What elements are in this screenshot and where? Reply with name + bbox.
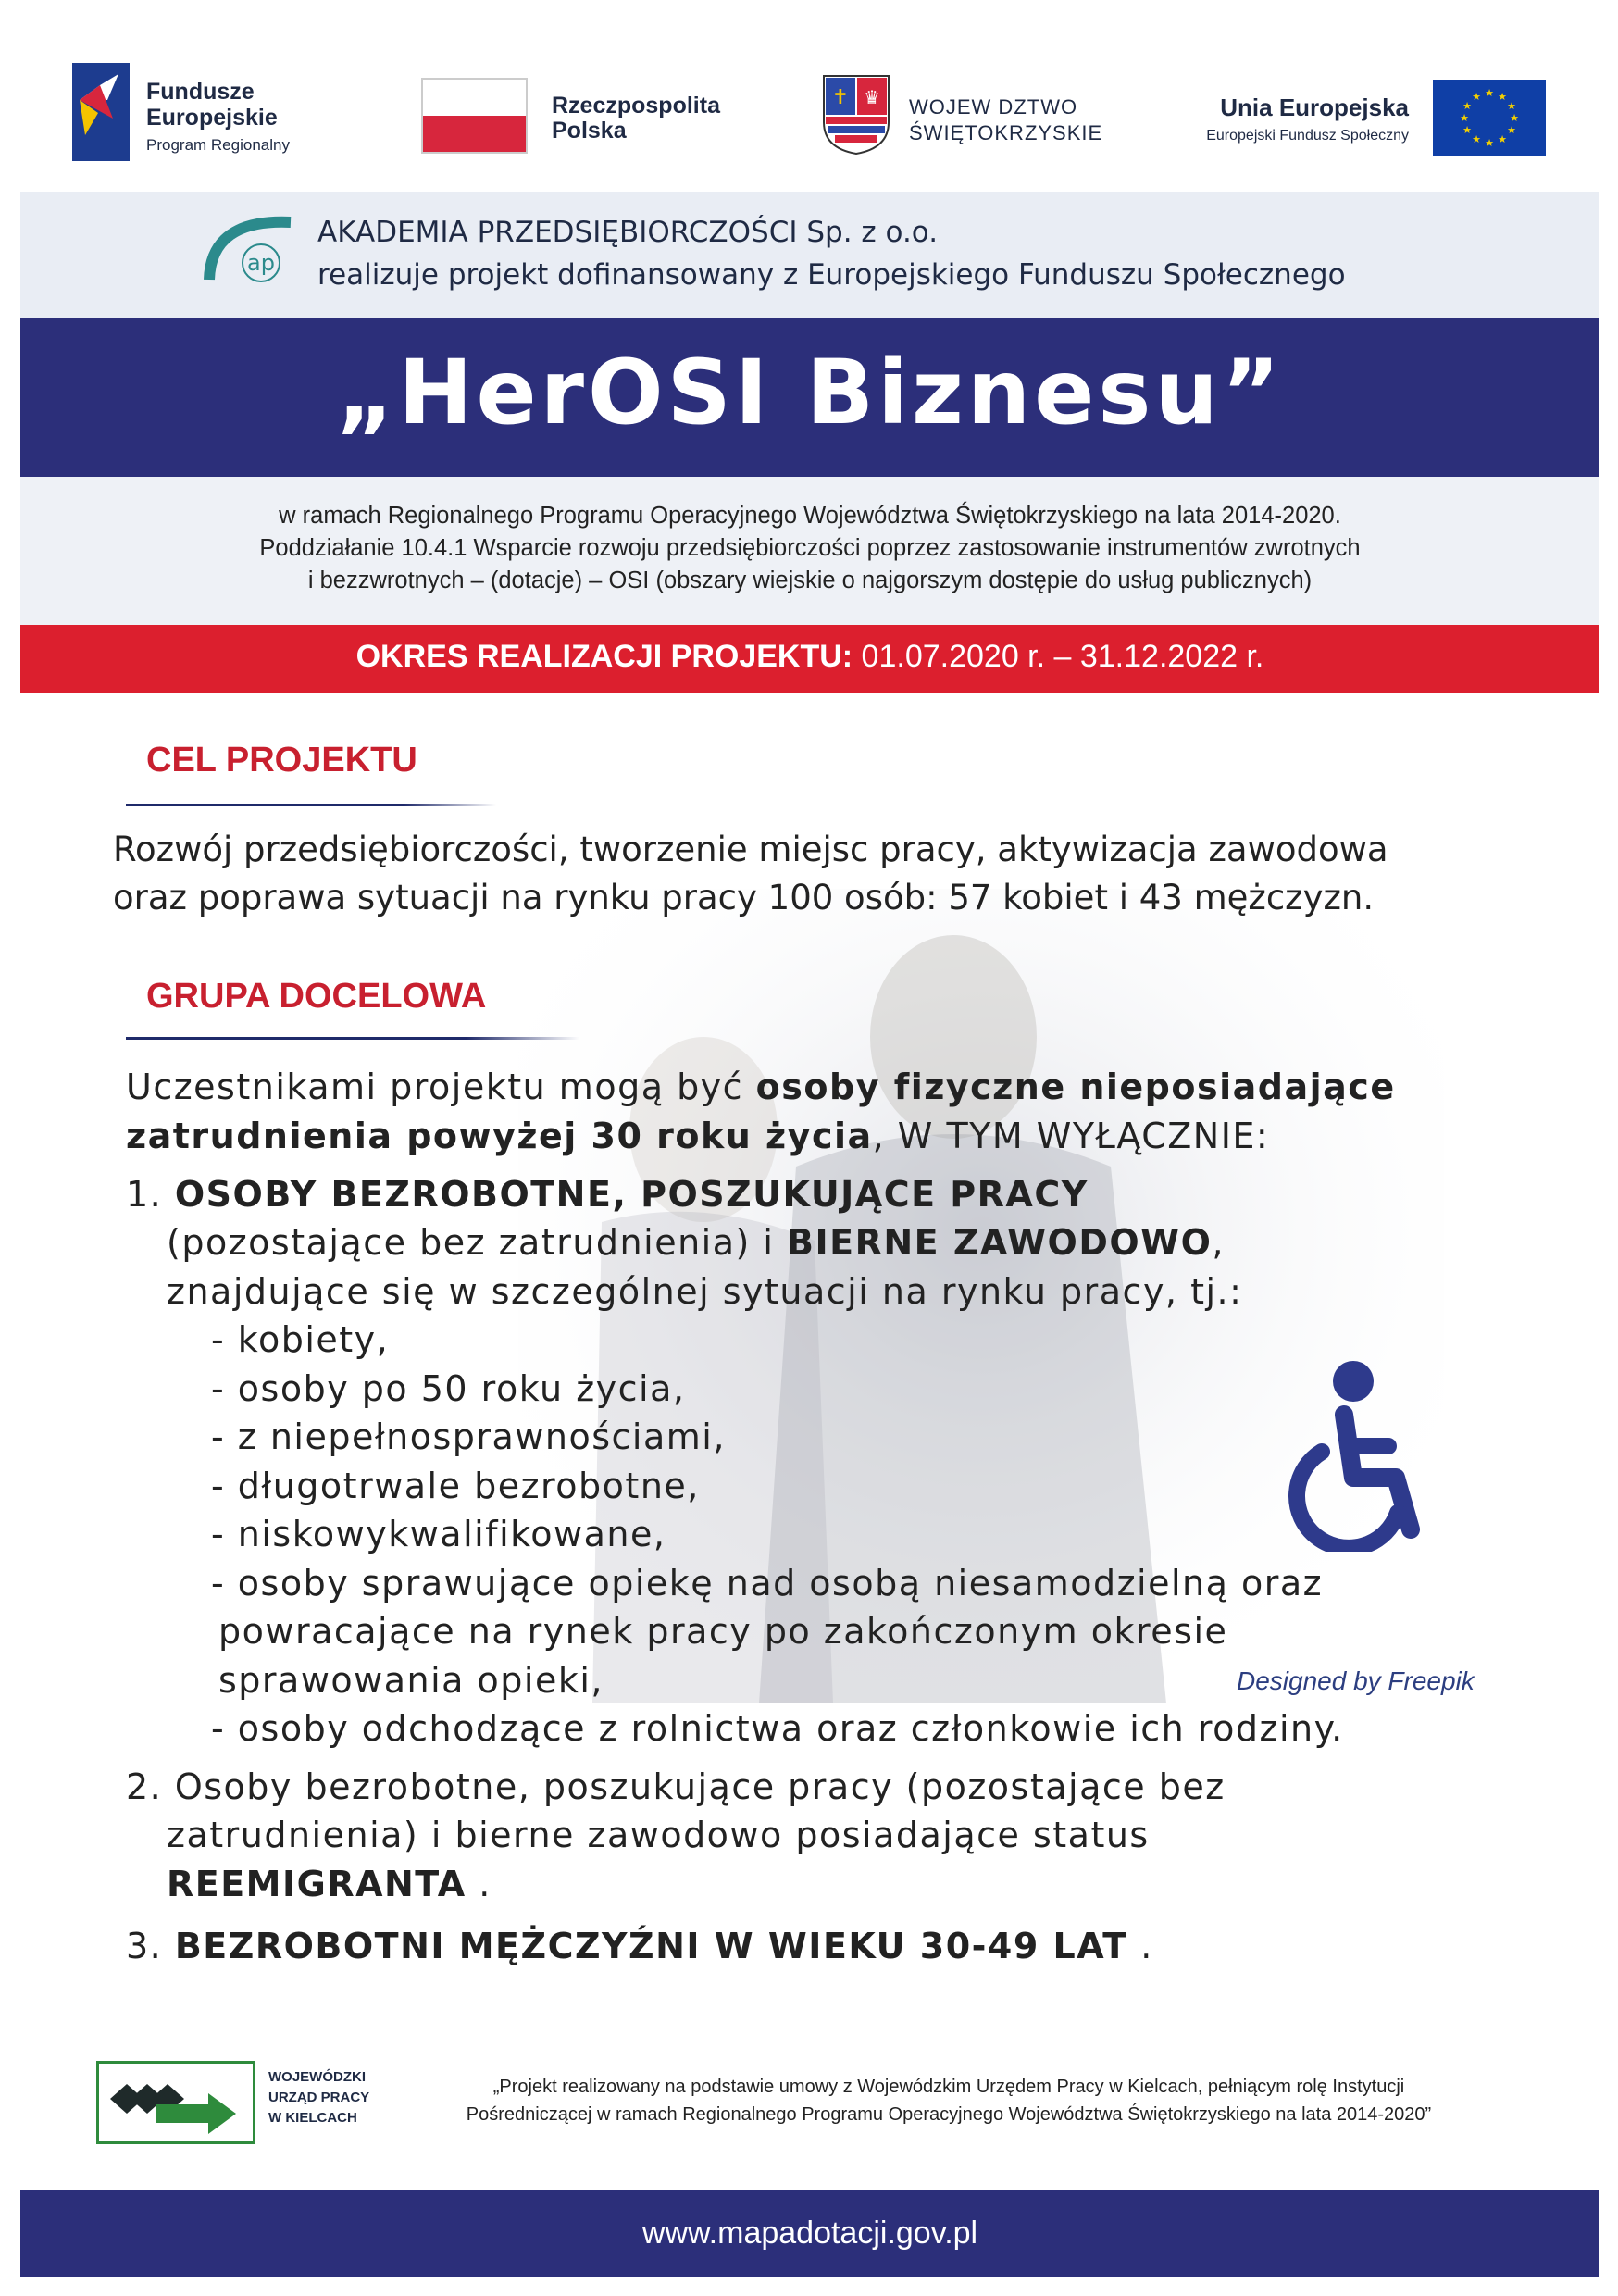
akademia-logo-icon xyxy=(202,209,298,285)
freepik-credit: Designed by Freepik xyxy=(1237,1666,1475,1695)
cel-text-line1: Rozwój przedsiębiorczości, tworzenie miejsc pracy, aktywizacja zawodowa xyxy=(113,830,1388,869)
sub-item-caregivers-line1: - osoby sprawujące opiekę nad osobą niesamodzielną oraz xyxy=(211,1563,1324,1603)
ws-name-line2: ŚWIĘTOKRZYSKIE xyxy=(909,121,1103,144)
funding-note-line1: „Projekt realizowany na podstawie umowy z Wojewódzkim Urzędem Pracy w Kielcach, pełniącym rolę Instytucji xyxy=(492,2077,1405,2097)
list-item-2-line3: REEMIGRANTA . xyxy=(167,1864,492,1904)
svg-text:★: ★ xyxy=(1507,100,1516,112)
period-value: 01.07.2020 r. – 31.12.2022 r. xyxy=(853,639,1264,674)
grupa-underline xyxy=(126,1037,579,1040)
cel-text-line2: oraz poprawa sytuacji na rynku pracy 100 osób: 57 kobiet i 43 mężczyzn. xyxy=(113,878,1375,917)
svg-text:★: ★ xyxy=(1485,87,1494,99)
cel-heading: CEL PROJEKTU xyxy=(146,741,417,780)
svg-text:♛: ♛ xyxy=(864,86,880,108)
period-label: OKRES REALIZACJI PROJEKTU: xyxy=(355,639,853,674)
svg-text:★: ★ xyxy=(1462,124,1472,136)
fe-program: Program Regionalny xyxy=(146,136,290,154)
wup-arrow-icon xyxy=(99,2064,253,2141)
sub-item-caregivers-line3: sprawowania opieki, xyxy=(218,1660,604,1701)
svg-text:ap: ap xyxy=(247,250,275,276)
svg-text:★: ★ xyxy=(1485,137,1494,149)
list-item-1-line2: (pozostające bez zatrudnienia) i BIERNE ZAWODOWO, xyxy=(167,1222,1225,1263)
svg-text:★: ★ xyxy=(1472,91,1481,103)
organization-name: AKADEMIA PRZEDSIĘBIORCZOŚCI Sp. z o.o. xyxy=(317,216,939,249)
organization-subline: realizuje projekt dofinansowany z Europejskiego Funduszu Społecznego xyxy=(317,258,1346,292)
svg-text:★: ★ xyxy=(1472,133,1481,145)
ws-name-line1: WOJEW DZTWO xyxy=(909,95,1078,119)
eu-flag-icon xyxy=(1433,80,1546,156)
project-title: „HerOSI Biznesu” xyxy=(336,341,1284,444)
polish-flag xyxy=(421,78,528,154)
sub-item-women: - kobiety, xyxy=(211,1319,390,1360)
sub-item-long-term-unemployed: - długotrwale bezrobotne, xyxy=(211,1466,700,1506)
fundusze-europejskie-logo xyxy=(72,63,130,161)
website-link[interactable]: www.mapadotacji.gov.pl xyxy=(641,2215,978,2251)
svg-text:★: ★ xyxy=(1460,112,1469,124)
sub-item-disabilities: - z niepełnosprawnościami, xyxy=(211,1416,726,1457)
list-item-1-line1: 1. OSOBY BEZROBOTNE, POSZUKUJĄCE PRACY xyxy=(126,1174,1089,1215)
svg-text:✝: ✝ xyxy=(831,86,850,109)
svg-text:★: ★ xyxy=(1498,91,1507,103)
wup-name-line1: WOJEWÓDZKI xyxy=(268,2069,366,2085)
fe-name-line1: Fundusze xyxy=(146,79,255,105)
funding-note-line2: Pośredniczącej w ramach Regionalnego Programu Operacyjnego Województwa Świętokrzyskiego na lata 2014-2020” xyxy=(466,2104,1432,2125)
wup-logo xyxy=(96,2061,255,2144)
sub-item-farmers: - osoby odchodzące z rolnictwa oraz członkowie ich rodziny. xyxy=(211,1708,1344,1749)
swietokrzyskie-coat-of-arms-icon xyxy=(822,74,890,156)
wup-name-line3: W KIELCACH xyxy=(268,2110,357,2126)
sub-item-over-50: - osoby po 50 roku życia, xyxy=(211,1368,686,1409)
list-item-2-line1: 2. Osoby bezrobotne, poszukujące pracy (pozostające bez xyxy=(126,1766,1226,1807)
list-item-3: 3. BEZROBOTNI MĘŻCZYŹNI W WIEKU 30-49 LAT . xyxy=(126,1926,1153,1966)
rp-name-line2: Polska xyxy=(552,118,627,144)
program-line: w ramach Regionalnego Programu Operacyjnego Województwa Świętokrzyskiego na lata 2014-2020. xyxy=(279,503,1341,529)
svg-text:★: ★ xyxy=(1498,133,1507,145)
ue-name: Unia Europejska xyxy=(1220,94,1409,121)
ue-fund: Europejski Fundusz Społeczny xyxy=(1206,128,1409,144)
rp-name-line1: Rzeczpospolita xyxy=(552,93,720,119)
svg-text:★: ★ xyxy=(1462,100,1472,112)
svg-text:★: ★ xyxy=(1507,124,1516,136)
grupa-intro-line1: Uczestnikami projektu mogą być osoby fizyczne nieposiadające xyxy=(126,1067,1396,1107)
wup-name-line2: URZĄD PRACY xyxy=(268,2090,370,2105)
subaction-line: Poddziałanie 10.4.1 Wsparcie rozwoju przedsiębiorczości poprzez zastosowanie instrumentów zwrotnych xyxy=(259,535,1361,561)
sub-item-low-qualified: - niskowykwalifikowane, xyxy=(211,1514,666,1554)
sub-item-caregivers-line2: powracające na rynek pracy po zakończonym okresie xyxy=(218,1611,1228,1652)
fe-name-line2: Europejskie xyxy=(146,105,278,131)
fe-star-icon xyxy=(72,63,130,161)
grupa-heading: GRUPA DOCELOWA xyxy=(146,977,487,1016)
wheelchair-icon xyxy=(1287,1357,1431,1552)
cel-underline xyxy=(126,804,496,806)
list-item-2-line2: zatrudnienia) i bierne zawodowo posiadające status xyxy=(167,1815,1150,1855)
project-period xyxy=(20,639,1599,675)
osi-line: i bezzwrotnych – (dotacje) – OSI (obszary wiejskie o najgorszym dostępie do usług publicznych) xyxy=(307,568,1313,593)
grupa-intro-line2: zatrudnienia powyżej 30 roku życia, W TYM WYŁĄCZNIE: xyxy=(126,1116,1270,1156)
svg-text:★: ★ xyxy=(1510,112,1519,124)
list-item-1-line3: znajdujące się w szczególnej sytuacji na rynku pracy, tj.: xyxy=(167,1271,1243,1312)
